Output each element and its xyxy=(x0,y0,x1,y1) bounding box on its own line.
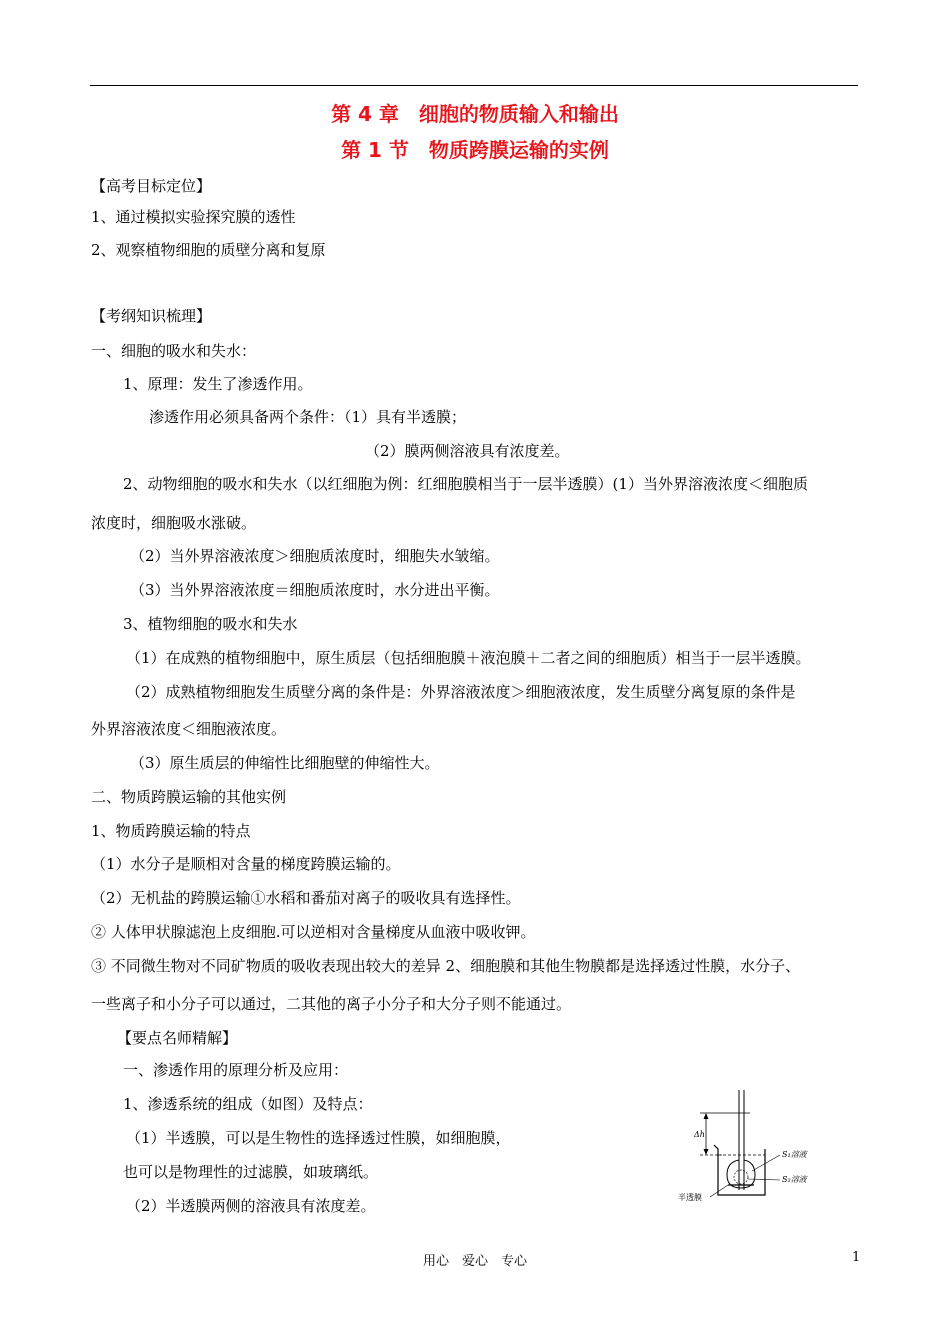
condition-2: （2）膜两侧溶液具有浓度差。 xyxy=(365,442,570,460)
osmosis-apparatus-diagram xyxy=(670,1085,820,1205)
chapter-title: 第 4 章 细胞的物质输入和输出 xyxy=(331,102,619,126)
feature-2: （2）无机盐的跨膜运输①水稻和番茄对离子的吸收具有选择性。 xyxy=(91,889,521,907)
dh-label: Δh xyxy=(694,1130,705,1139)
heading-key-points: 【要点名师精解】 xyxy=(117,1029,238,1047)
plant-cell-point-3: （3）原生质层的伸缩性比细胞壁的伸缩性大。 xyxy=(130,754,440,772)
footer-motto: 用心 爱心 专心 xyxy=(422,1254,527,1269)
plant-cell-heading: 3、植物细胞的吸水和失水 xyxy=(123,615,298,633)
header-rule xyxy=(90,85,858,86)
section-title: 第 1 节 物质跨膜运输的实例 xyxy=(341,138,609,162)
condition-1: 渗透作用必须具备两个条件：（1）具有半透膜； xyxy=(149,408,467,426)
animal-cell-para: 2、动物细胞的吸水和失水（以红细胞为例：红细胞膜相当于一层半透膜）(1）当外界溶液浓度＜细胞质 xyxy=(123,475,808,493)
osmosis-system: 1、渗透系统的组成（如图）及特点： xyxy=(123,1095,373,1113)
animal-cell-case-3: （3）当外界溶液浓度＝细胞质浓度时，水分进出平衡。 xyxy=(130,581,500,599)
principle: 1、原理：发生了渗透作用。 xyxy=(123,375,313,393)
heading-knowledge: 【考纲知识梳理】 xyxy=(91,307,212,325)
feature-2b: ② 人体甲状腺滤泡上皮细胞.可以逆相对含量梯度从血液中吸收钾。 xyxy=(91,923,536,941)
membrane-point-1: （1）半透膜，可以是生物性的选择透过性膜，如细胞膜， xyxy=(126,1129,511,1147)
semi-permeable-membrane-label: 半透膜 xyxy=(678,1193,702,1202)
section-two-heading: 二、物质跨膜运输的其他实例 xyxy=(91,788,287,806)
s2-solution-label: S₂溶液 xyxy=(782,1175,807,1184)
plant-cell-point-1: （1）在成熟的植物细胞中，原生质层（包括细胞膜＋液泡膜＋二者之间的细胞质）相当于一层半透膜。 xyxy=(126,649,811,667)
goal-2: 2、观察植物细胞的质壁分离和复原 xyxy=(91,241,326,259)
feature-3-cont: 一些离子和小分子可以通过，二其他的离子小分子和大分子则不能通过。 xyxy=(91,995,572,1013)
plant-cell-point-2-cont: 外界溶液浓度＜细胞液浓度。 xyxy=(91,720,287,738)
animal-cell-para-cont: 浓度时，细胞吸水涨破。 xyxy=(91,514,257,532)
osmosis-heading: 一、渗透作用的原理分析及应用： xyxy=(123,1061,349,1079)
goal-1: 1、通过模拟实验探究膜的透性 xyxy=(91,208,296,226)
plant-cell-point-2: （2）成熟植物细胞发生质壁分离的条件是：外界溶液浓度＞细胞液浓度，发生质壁分离复原的条件是 xyxy=(126,683,796,701)
animal-cell-case-2: （2）当外界溶液浓度＞细胞质浓度时，细胞失水皱缩。 xyxy=(130,547,500,565)
membrane-point-1-cont: 也可以是物理性的过滤膜，如玻璃纸。 xyxy=(123,1163,379,1181)
page-number: 1 xyxy=(852,1250,861,1265)
feature-3: ③ 不同微生物对不同矿物质的吸收表现出较大的差异 2、细胞膜和其他生物膜都是选择透过性膜，水分子、 xyxy=(91,957,801,975)
feature-1: （1）水分子是顺相对含量的梯度跨膜运输的。 xyxy=(91,855,401,873)
section-one-heading: 一、细胞的吸水和失水： xyxy=(91,342,257,360)
membrane-point-2: （2）半透膜两侧的溶液具有浓度差。 xyxy=(126,1197,376,1215)
transport-features: 1、物质跨膜运输的特点 xyxy=(91,822,251,840)
s1-solution-label: S₁溶液 xyxy=(782,1150,807,1159)
heading-exam-goals: 【高考目标定位】 xyxy=(91,177,212,195)
